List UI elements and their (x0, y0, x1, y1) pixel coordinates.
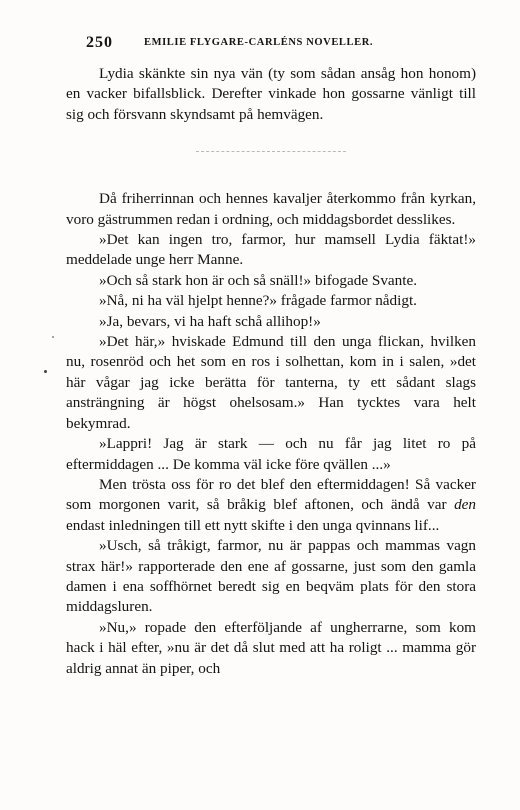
page-number: 250 (86, 34, 113, 51)
running-title: EMILIE FLYGARE-CARLÉNS NOVELLER. (144, 37, 374, 48)
paragraph-7: »Det här,» hviskade Edmund till den unga flickan, hvilken nu, rosenröd och het som en ros i solhettan, kom in i salen, »det här vågar jag icke berätta för tanterna, ty ett sådant slags ansträngning är högst ohelsosam.» Han tycktes vara helt bekymrad. (66, 333, 476, 432)
paragraph-1: Lydia skänkte sin nya vän (ty som sådan ansåg hon honom) en vacker bifallsblick. Derefter vinkade hon gossarne vänligt till sig och försvann skyndsamt på hemvägen. (66, 65, 476, 123)
paragraph-9-start: Men trösta oss för ro det blef den eftermiddagen! Så vacker som morgonen varit, så bråkig blef aftonen, och ändå var (66, 475, 476, 514)
paragraph-9 (66, 475, 476, 536)
paragraph-4: »Och så stark hon är och så snäll!» bifogade Svante. (99, 271, 418, 289)
paragraph-9-italic-word: den (454, 496, 476, 514)
paragraph-5: »Nå, ni ha väl hjelpt henne?» frågade farmor nådigt. (99, 292, 417, 310)
running-header (66, 34, 476, 52)
print-speck (44, 370, 47, 373)
section-separator (66, 141, 476, 161)
page-body (66, 64, 476, 679)
paragraph-2: Då friherrinnan och hennes kavaljer återkommo från kyrkan, voro gästrummen redan i ordning, och middagsbordet desslikes. (66, 190, 476, 228)
paragraph-10: »Usch, så tråkigt, farmor, nu är pappas och mammas vagn strax här!» rapporterade den ene af gossarne, just som den gamla damen i ena soffhörnet beredt sig en beqväm plats för den stora middagsluren. (66, 537, 476, 616)
paragraph-11: »Nu,» ropade den efterföljande af ungherrarne, som kom hack i häl efter, »nu är det då slut med att ha roligt ... mamma gör aldrig annat än piper, och (66, 618, 476, 677)
print-speck (52, 336, 54, 338)
paragraph-8: »Lappri! Jag är stark — och nu får jag litet ro på eftermiddagen ... De komma väl icke före qvällen ...» (66, 435, 476, 473)
paragraph-9-end: endast inledningen till ett nytt skifte i den unga qvinnans lif... (66, 516, 440, 534)
paragraph-3: »Det kan ingen tro, farmor, hur mamsell Lydia fäktat!» meddelade unge herr Manne. (66, 231, 476, 269)
paragraph-6: »Ja, bevars, vi ha haft schå allihop!» (99, 312, 321, 330)
